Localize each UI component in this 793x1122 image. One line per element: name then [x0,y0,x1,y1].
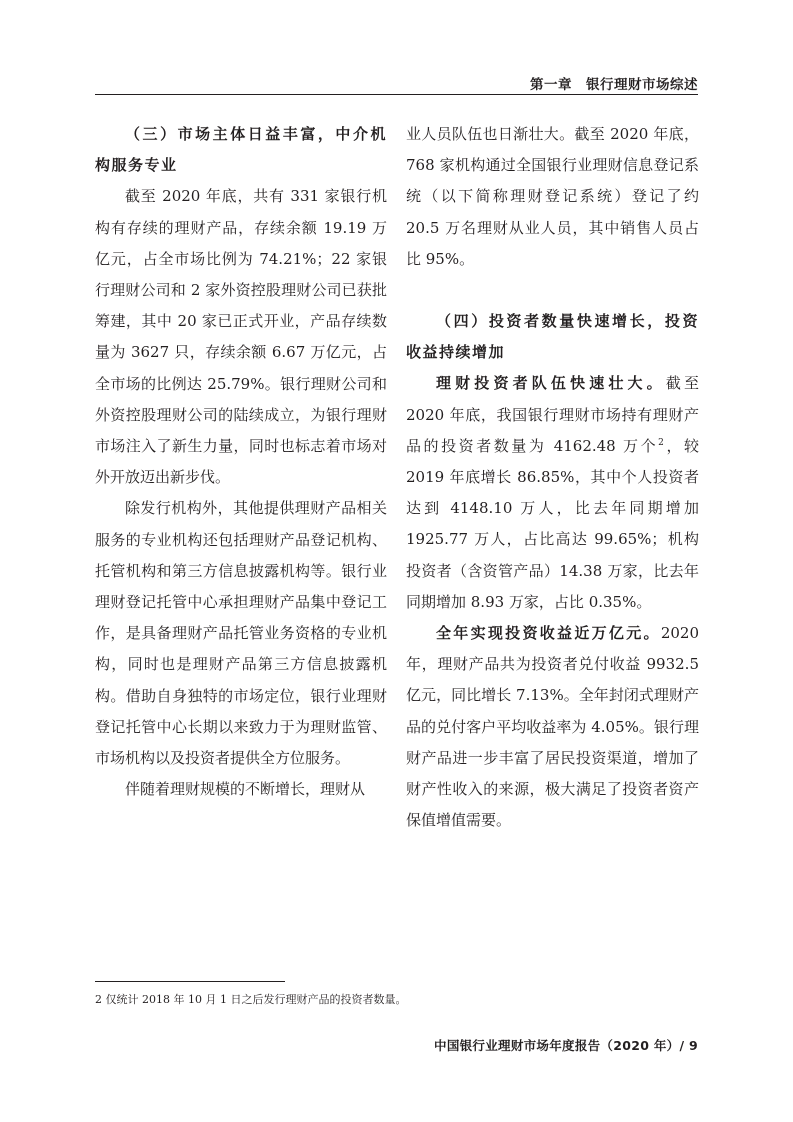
paragraph-text: 截至 2020 年底，我国银行理财市场持有理财产品的投资者数量为 4162.48 万个 [406,374,699,455]
paragraph-text: ，较 2019 年底增长 86.85%，其中个人投资者达到 4148.10 万人，比去年同期增加 1925.77 万人，占比高达 99.65%；机构投资者（含资管产品）14.38 万家，比去年同期增加 8.93 万家，占比 0.35%。 [406,436,699,611]
right-column [406,119,699,836]
running-header: 第一章 银行理财市场综述 [530,77,698,93]
paragraph [406,618,699,836]
paragraph: 截至 2020 年底，共有 331 家银行机构有存续的理财产品，存续余额 19.19 万亿元，占全市场比例为 74.21%；22 家银行理财公司和 2 家外资控股理财公司已获批筹建，其中 20 家已正式开业，产品存续数量为 3627 只，存续余额 6.67 万亿元，占全市场的比例达 25.79%。银行理财公司和外资控股理财公司的陆续成立，为银行理财市场注入了新生力量，同时也标志着市场对外开放迈出新步伐。 [95,187,387,487]
paragraph-continuation: 业人员队伍也日渐壮大。截至 2020 年底，768 家机构通过全国银行业理财信息登记系统（以下简称理财登记系统）登记了约 20.5 万名理财从业人员，其中销售人员占比 95%。 [406,125,699,268]
header-divider [95,94,698,95]
footnote-divider [95,981,285,982]
paragraph: 除发行机构外，其他提供理财产品相关服务的专业机构还包括理财产品登记机构、托管机构和第三方信息披露机构等。银行业理财登记托管中心承担理财产品集中登记工作，是具备理财产品托管业务资格的专业机构，同时也是理财产品第三方信息披露机构。借助自身独特的市场定位，银行业理财登记托管中心长期以来致力于为理财监管、市场机构以及投资者提供全方位服务。 [95,499,387,768]
section-heading-3: （三）市场主体日益丰富，中介机构服务专业 [95,125,387,175]
paragraph-text: 2020 年，理财产品共为投资者兑付收益 9932.5 亿元，同比增长 7.13%。全年封闭式理财产品的兑付客户平均收益率为 4.05%。银行理财产品进一步丰富了居民投资渠道，增加了财产性收入的来源，极大满足了投资者资产保值增值需要。 [406,624,699,830]
paragraph-lead: 全年实现投资收益近万亿元。 [436,624,661,643]
left-column [95,119,387,805]
paragraph [406,368,699,618]
paragraph-lead: 理财投资者队伍快速壮大。 [436,374,666,393]
footnote: 2 仅统计 2018 年 10 月 1 日之后发行理财产品的投资者数量。 [95,993,407,1006]
section-heading-4: （四）投资者数量快速增长，投资收益持续增加 [406,312,699,362]
paragraph: 伴随着理财规模的不断增长，理财从 [125,780,366,799]
running-footer: 中国银行业理财市场年度报告（2020 年）/ 9 [434,1038,698,1053]
footnote-marker: 2 [658,437,664,448]
